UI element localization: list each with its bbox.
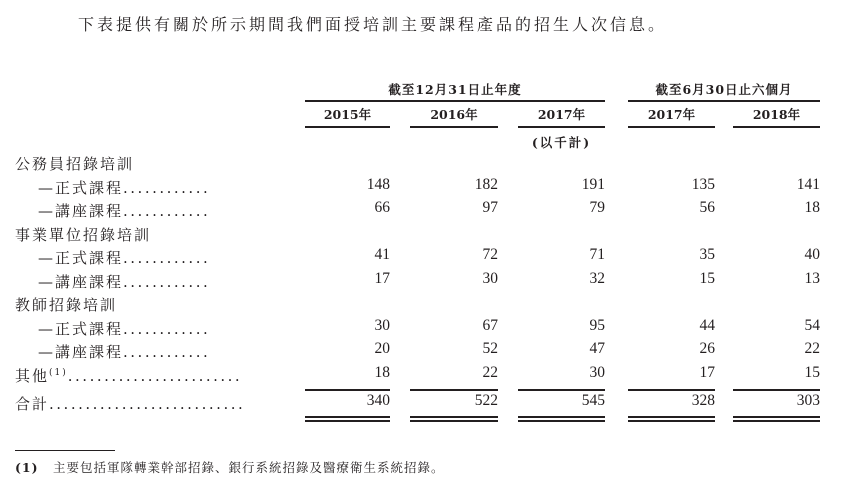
row-label <box>38 247 210 268</box>
leader-dots: ........................ <box>67 367 243 385</box>
row-label <box>38 177 210 198</box>
subtotal-rule <box>305 389 390 391</box>
row-label-text: —講座課程 <box>38 202 124 220</box>
row-label-text: —講座課程 <box>38 343 124 361</box>
row-label <box>38 200 210 221</box>
value-cell: 47 <box>589 340 605 357</box>
row-label-text: 公務員招錄培訓 <box>15 155 135 173</box>
footnote-text: 主要包括軍隊轉業幹部招錄、銀行系統招錄及醫療衛生系統招錄。 <box>53 460 445 475</box>
double-rule <box>518 416 605 418</box>
year-rule <box>733 126 820 128</box>
value-cell: 30 <box>374 317 390 334</box>
value-cell: 30 <box>482 270 498 287</box>
row-label-text: 教師招錄培訓 <box>15 296 118 314</box>
double-rule <box>305 420 390 422</box>
row-label <box>38 341 210 362</box>
double-rule <box>628 420 715 422</box>
group-rule <box>628 100 820 102</box>
value-cell: 545 <box>581 392 605 409</box>
year-header: 2016年 <box>430 107 478 122</box>
row-label-text: —正式課程 <box>38 179 124 197</box>
row-label <box>15 224 151 245</box>
value-cell: 303 <box>796 392 820 409</box>
value-cell: 148 <box>366 176 390 193</box>
footnote-rule <box>15 450 115 451</box>
row-label <box>15 153 134 174</box>
row-label <box>15 365 242 386</box>
subtotal-rule <box>518 389 605 391</box>
value-cell: 22 <box>804 340 820 357</box>
value-cell: 35 <box>699 246 715 263</box>
leader-dots: ............ <box>123 343 211 361</box>
row-label-text: —正式課程 <box>38 320 124 338</box>
row-label-text: 合計 <box>15 395 50 413</box>
year-rule <box>410 126 498 128</box>
value-cell: 67 <box>482 317 498 334</box>
row-label-text: 其他 <box>15 367 50 385</box>
unit-label: (以千計) <box>531 135 592 150</box>
value-cell: 340 <box>366 392 390 409</box>
value-cell: 182 <box>474 176 498 193</box>
value-cell: 66 <box>374 199 390 216</box>
value-cell: 44 <box>699 317 715 334</box>
value-cell: 56 <box>699 199 715 216</box>
double-rule <box>733 420 820 422</box>
leader-dots: ............ <box>123 249 211 267</box>
double-rule <box>410 420 498 422</box>
subtotal-rule <box>628 389 715 391</box>
footnote <box>15 458 445 476</box>
leader-dots: ............ <box>123 273 211 291</box>
group-rule <box>305 100 605 102</box>
leader-dots: ........................... <box>49 395 246 413</box>
value-cell: 15 <box>804 364 820 381</box>
year-header: 2017年 <box>537 107 586 122</box>
value-cell: 52 <box>482 340 498 357</box>
value-cell: 17 <box>699 364 715 381</box>
double-rule <box>305 416 390 418</box>
year-rule <box>628 126 715 128</box>
row-label-text: —講座課程 <box>38 273 124 291</box>
value-cell: 97 <box>482 199 498 216</box>
year-header: 2015年 <box>323 107 372 122</box>
value-cell: 15 <box>699 270 715 287</box>
double-rule <box>410 416 498 418</box>
row-label <box>15 294 117 315</box>
leader-dots: ............ <box>123 320 211 338</box>
double-rule <box>733 416 820 418</box>
value-cell: 54 <box>804 317 820 334</box>
value-cell: 32 <box>589 270 605 287</box>
row-label <box>15 393 245 414</box>
leader-dots: ............ <box>123 202 211 220</box>
year-rule <box>518 126 605 128</box>
value-cell: 135 <box>691 176 715 193</box>
value-cell: 72 <box>482 246 498 263</box>
value-cell: 26 <box>699 340 715 357</box>
group-header-six-months: 截至6月30日止六個月 <box>655 82 793 97</box>
row-label-text: —正式課程 <box>38 249 124 267</box>
double-rule <box>628 416 715 418</box>
value-cell: 41 <box>374 246 390 263</box>
value-cell: 71 <box>589 246 605 263</box>
row-label <box>38 318 210 339</box>
value-cell: 328 <box>691 392 715 409</box>
value-cell: 18 <box>804 199 820 216</box>
value-cell: 22 <box>482 364 498 381</box>
double-rule <box>518 420 605 422</box>
subtotal-rule <box>733 389 820 391</box>
value-cell: 191 <box>581 176 605 193</box>
value-cell: 40 <box>804 246 820 263</box>
value-cell: 13 <box>804 270 820 287</box>
year-header: 2017年 <box>647 107 696 122</box>
group-header-fiscal-year: 截至12月31日止年度 <box>388 82 522 97</box>
value-cell: 30 <box>589 364 605 381</box>
row-label <box>38 271 210 292</box>
value-cell: 79 <box>589 199 605 216</box>
footnote-ref: (1) <box>49 368 68 378</box>
value-cell: 522 <box>474 392 498 409</box>
year-rule <box>305 126 390 128</box>
year-header: 2018年 <box>752 107 801 122</box>
footnote-marker: (1) <box>15 460 39 475</box>
row-label-text: 事業單位招錄培訓 <box>15 226 152 244</box>
value-cell: 18 <box>374 364 390 381</box>
leader-dots: ............ <box>123 179 211 197</box>
value-cell: 95 <box>589 317 605 334</box>
value-cell: 17 <box>374 270 390 287</box>
intro-paragraph: 下表提供有關於所示期間我們面授培訓主要課程產品的招生人次信息。 <box>78 15 668 34</box>
value-cell: 141 <box>796 176 820 193</box>
subtotal-rule <box>410 389 498 391</box>
value-cell: 20 <box>374 340 390 357</box>
